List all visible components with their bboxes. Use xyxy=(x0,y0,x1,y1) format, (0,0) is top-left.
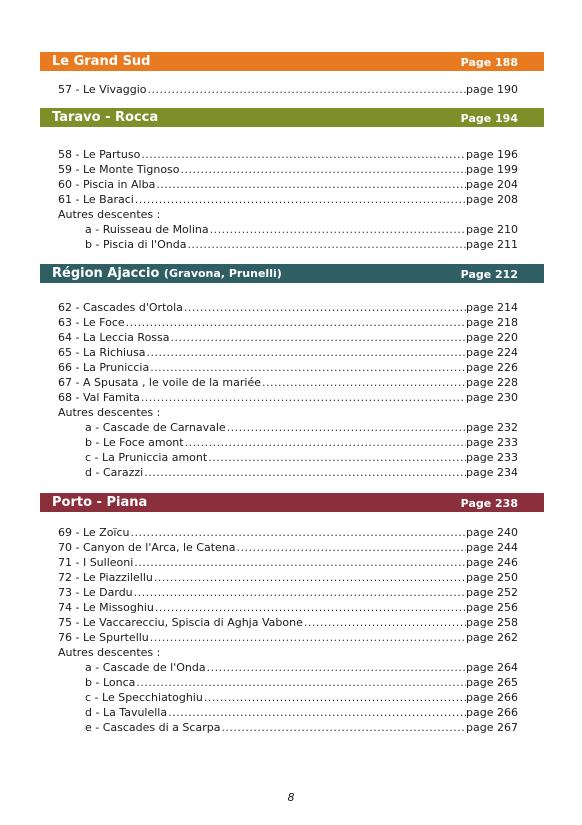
toc-subentry[interactable]: c - La Pruniccia amont ..... page 233 xyxy=(58,450,518,465)
toc-entry[interactable]: 59 - Le Monte Tignoso ..... page 199 xyxy=(58,162,518,177)
section-page: Page 194 xyxy=(460,112,518,125)
toc-subentry[interactable]: d - Carazzi ..... page 234 xyxy=(58,465,518,480)
toc-subentry[interactable]: a - Cascade de Carnavale ..... page 232 xyxy=(58,420,518,435)
section-list-taravo-rocca xyxy=(58,147,518,252)
section-title: Taravo - Rocca xyxy=(52,110,159,125)
toc-entry[interactable]: 69 - Le Zoïcu ..... page 240 xyxy=(58,525,518,540)
toc-entry[interactable]: 64 - La Leccia Rossa ..... page 220 xyxy=(58,330,518,345)
section-subtitle: (Gravona, Prunelli) xyxy=(163,267,282,280)
toc-subentry[interactable]: a - Ruisseau de Molina ..... page 210 xyxy=(58,222,518,237)
toc-entry[interactable]: 75 - Le Vaccarecciu, Spiscia di Aghja Vabone ..... page 258 xyxy=(58,615,518,630)
toc-entry[interactable]: 65 - La Richiusa ..... page 224 xyxy=(58,345,518,360)
toc-entry[interactable]: 66 - La Pruniccia ..... page 226 xyxy=(58,360,518,375)
section-page: Page 238 xyxy=(460,497,518,510)
toc-entry[interactable]: 58 - Le Partuso ..... page 196 xyxy=(58,147,518,162)
toc-subentry[interactable]: b - Piscia di l'Onda ..... page 211 xyxy=(58,237,518,252)
section-page: Page 188 xyxy=(460,56,518,69)
toc-entry[interactable]: 71 - I Sulleoni ..... page 246 xyxy=(58,555,518,570)
section-title: Région Ajaccio (Gravona, Prunelli) xyxy=(52,266,282,281)
toc-subentry[interactable]: a - Cascade de l'Onda ..... page 264 xyxy=(58,660,518,675)
toc-entry[interactable]: 61 - Le Baraci ..... page 208 xyxy=(58,192,518,207)
autres-descentes-label: Autres descentes : xyxy=(58,406,161,419)
toc-subentry[interactable]: d - La Tavulella ..... page 266 xyxy=(58,705,518,720)
toc-entry[interactable]: 73 - Le Dardu ..... page 252 xyxy=(58,585,518,600)
autres-descentes-label: Autres descentes : xyxy=(58,208,161,221)
toc-subentry[interactable]: c - Le Specchiatoghiu ..... page 266 xyxy=(58,690,518,705)
section-banner-grand-sud xyxy=(40,52,544,71)
section-title: Le Grand Sud xyxy=(52,54,151,69)
section-banner-taravo-rocca xyxy=(40,108,544,127)
toc-entry[interactable]: 70 - Canyon de l'Arca, le Catena ..... page 244 xyxy=(58,540,518,555)
toc-entry[interactable]: 72 - Le Piazzilellu ..... page 250 xyxy=(58,570,518,585)
section-title: Porto - Piana xyxy=(52,495,148,510)
toc-entry[interactable]: 68 - Val Famita ..... page 230 xyxy=(58,390,518,405)
toc-subentry[interactable]: b - Le Foce amont ..... page 233 xyxy=(58,435,518,450)
toc-entry[interactable]: 76 - Le Spurtellu ..... page 262 xyxy=(58,630,518,645)
toc-entry[interactable]: 74 - Le Missoghiu ..... page 256 xyxy=(58,600,518,615)
section-list-porto-piana xyxy=(58,525,518,735)
toc-subentry[interactable]: b - Lonca ..... page 265 xyxy=(58,675,518,690)
toc-entry[interactable]: 62 - Cascades d'Ortola ..... page 214 xyxy=(58,300,518,315)
toc-subentry[interactable]: e - Cascades di a Scarpa ..... page 267 xyxy=(58,720,518,735)
section-page: Page 212 xyxy=(460,268,518,281)
section-list-grand-sud xyxy=(58,82,518,97)
autres-descentes-label: Autres descentes : xyxy=(58,646,161,659)
toc-entry[interactable]: 57 - Le Vivaggio ..... page 190 xyxy=(58,82,518,97)
section-banner-porto-piana xyxy=(40,493,544,512)
section-banner-region-ajaccio xyxy=(40,264,544,283)
toc-entry[interactable]: 63 - Le Foce ..... page 218 xyxy=(58,315,518,330)
section-list-region-ajaccio xyxy=(58,300,518,480)
page-number: 8 xyxy=(287,791,295,804)
toc-entry[interactable]: 67 - A Spusata , le voile de la mariée ..... page 228 xyxy=(58,375,518,390)
toc-entry[interactable]: 60 - Piscia in Alba ..... page 204 xyxy=(58,177,518,192)
